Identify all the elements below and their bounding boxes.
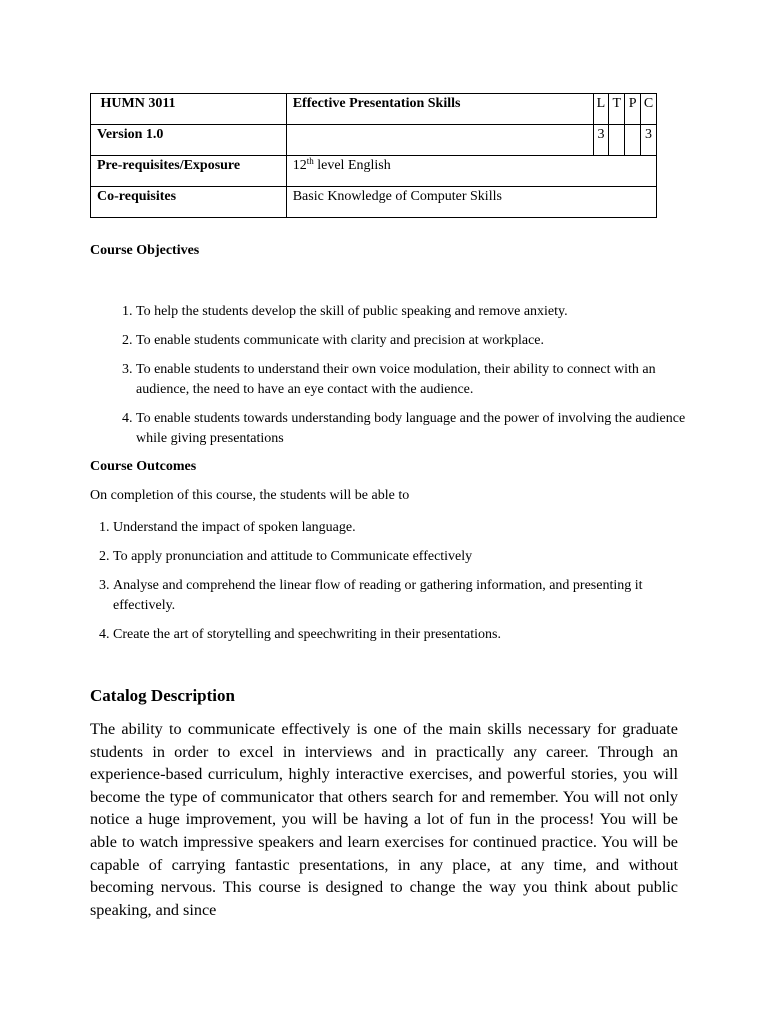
prereq-superscript: th [306,156,314,166]
version-label: Version 1.0 [91,125,287,156]
version-title-cell [286,125,593,156]
table-row [91,94,657,125]
outcomes-intro: On completion of this course, the students will be able to [90,488,410,503]
course-code-text: HUMN 3011 [100,96,176,111]
table-row [91,156,657,187]
list-item: 1. To help the students develop the skill of public speaking and remove anxiety. [136,302,706,322]
coreq-label: Co-requisites [91,187,287,218]
table-row [91,125,657,156]
ltpc-value-p [625,125,641,156]
prereq-label: Pre-requisites/Exposure [91,156,287,187]
prereq-number: 12 [292,158,307,173]
prereq-value [286,156,656,187]
list-item: 3. To enable students to understand their own voice modulation, their ability to connect with an audience, the need to have an eye contact with the audience. [136,360,706,400]
ltpc-header-c: C [641,94,657,125]
objectives-heading: Course Objectives [90,243,200,258]
list-item: 2. To apply pronunciation and attitude to Communicate effectively [113,547,703,567]
ltpc-value-l: 3 [593,125,609,156]
prereq-rest: level English [313,158,391,173]
catalog-description: The ability to communicate effectively is one of the main skills necessary for graduate students in order to excel in interviews and in practically any career. Through an experience-based curriculum, highly interactive exercises, and powerful stories, you will become the type of communicator that others search for and remember. You will not only notice a huge improvement, you will be having a lot of fun in the process! You will be able to watch impressive speakers and learn exercises for continued practice. You will be capable of carrying fantastic presentations, in any place, at any time, and without becoming nervous. This course is designed to change the way you think about public speaking, and since [90,720,678,919]
outcomes-heading: Course Outcomes [90,459,197,474]
ltpc-value-t [609,125,625,156]
objectives-list [112,302,706,458]
course-info-table [90,93,657,218]
ltpc-header-p: P [625,94,641,125]
coreq-value: Basic Knowledge of Computer Skills [286,187,656,218]
ltpc-header-t: T [609,94,625,125]
course-code [91,94,287,125]
list-item: 3. Analyse and comprehend the linear flow of reading or gathering information, and presenting it effectively. [113,576,703,616]
catalog-heading: Catalog Description [90,686,235,705]
list-item: 1. Understand the impact of spoken language. [113,518,703,538]
list-item: 2. To enable students communicate with clarity and precision at workplace. [136,331,706,351]
list-item: 4. Create the art of storytelling and speechwriting in their presentations. [113,625,703,645]
ltpc-value-c: 3 [641,125,657,156]
list-item: 4. To enable students towards understanding body language and the power of involving the audience while giving presentations [136,409,706,449]
course-title: Effective Presentation Skills [286,94,593,125]
table-row [91,187,657,218]
ltpc-header-l: L [593,94,609,125]
outcomes-list [90,518,703,654]
